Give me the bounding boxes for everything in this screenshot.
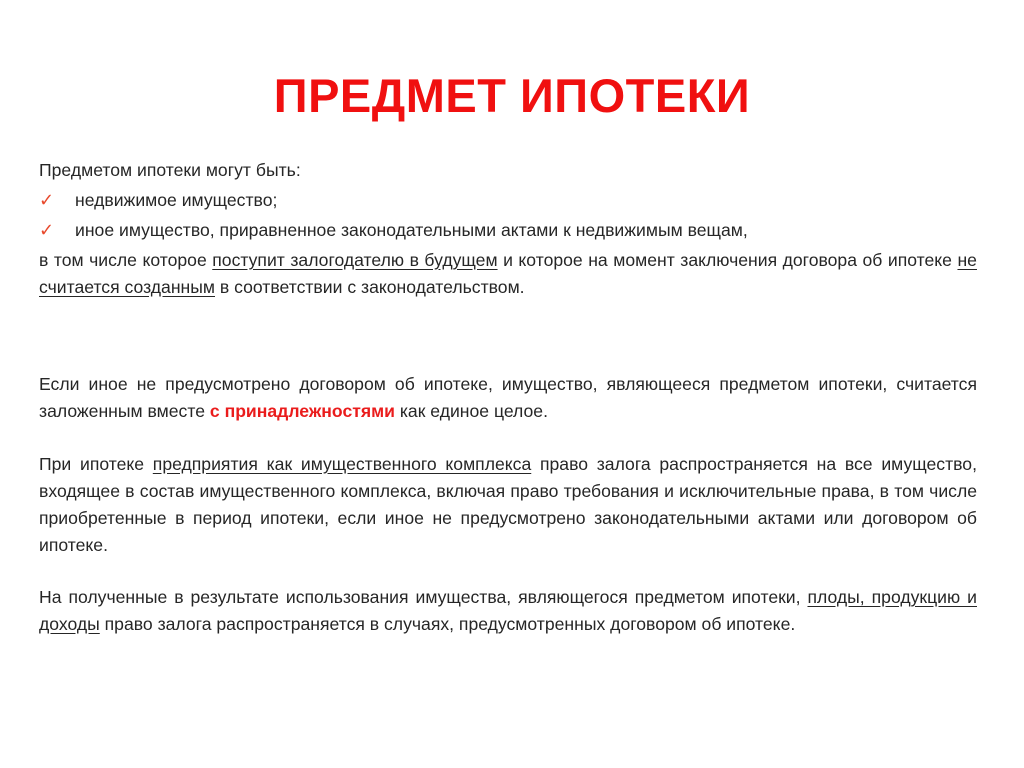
text-span: как единое целое. — [394, 401, 548, 421]
underlined-phrase: плоды, продукцию и доходы — [39, 587, 977, 634]
text-span: право залога распространяется на все имущество, входящее в состав имущественного комплекса, включая право требования и исключительные права, в том числе приобретенные в период ипотеки, если иное не предусмотрено законодательными актами или договором об ипотеке. — [39, 454, 977, 555]
underlined-phrase: поступит залогодателю в будущем — [212, 250, 498, 270]
checklist-item-label: иное имущество, приравненное законодательными актами к недвижимым вещам, — [75, 220, 748, 240]
text-span: в том числе которое — [39, 250, 213, 270]
checklist-item — [39, 217, 977, 244]
text-span: в соответствии с законодательством. — [215, 277, 525, 297]
text-span: При ипотеке — [39, 454, 153, 474]
checklist-item — [39, 187, 977, 214]
paragraph-accessories — [39, 371, 977, 425]
highlighted-phrase: с принадлежностями — [209, 401, 395, 421]
intro-text: Предметом ипотеки могут быть: — [39, 160, 301, 180]
checklist — [39, 187, 977, 244]
paragraph-fruits — [39, 584, 977, 638]
paragraph-enterprise — [39, 451, 977, 559]
text-span: Если иное не предусмотрено договором об ипотеке, имущество, являющееся предметом ипотеки, считается заложенным вместе — [39, 374, 977, 421]
text-span: право залога распространяется в случаях, предусмотренных договором об ипотеке. — [99, 614, 796, 634]
checkmark-icon: ✓ — [39, 220, 55, 240]
page-title: ПРЕДМЕТ ИПОТЕКИ — [273, 69, 751, 122]
slide-content — [39, 157, 977, 638]
text-span: и которое на момент заключения договора об ипотеке — [497, 250, 958, 270]
continuation-paragraph — [39, 247, 977, 301]
text-span: На полученные в результате использования имущества, являющегося предметом ипотеки, — [39, 587, 808, 607]
underlined-phrase: не считается созданным — [39, 250, 977, 297]
underlined-phrase: предприятия как имущественного комплекса — [152, 454, 532, 474]
checklist-item-label: недвижимое имущество; — [75, 190, 278, 210]
checkmark-icon: ✓ — [39, 190, 55, 210]
